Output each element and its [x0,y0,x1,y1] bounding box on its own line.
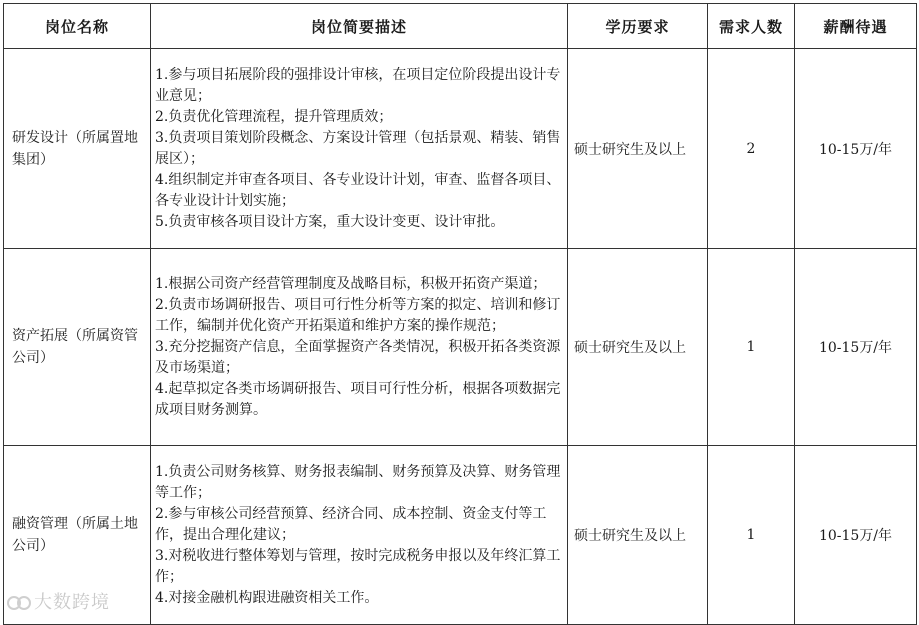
header-count: 需求人数 [708,4,795,49]
table-header-row [4,4,917,49]
headcount: 1 [708,446,795,625]
description-line: 5.负责审核各项目设计方案，重大设计变更、设计审批。 [155,213,505,230]
position-description [151,446,568,625]
headcount: 2 [708,49,795,249]
headcount: 1 [708,249,795,446]
description-line: 1.参与项目拓展阶段的强排设计审核，在项目定位阶段提出设计专业意见； [155,66,561,104]
education-requirement: 硕士研究生及以上 [568,446,708,625]
description-line: 1.负责公司财务核算、财务报表编制、财务预算及决算、财务管理等工作； [155,463,561,501]
salary: 10-15万/年 [795,249,917,446]
description-line: 3.负责项目策划阶段概念、方案设计管理（包括景观、精装、销售展区）； [155,129,561,167]
header-salary: 薪酬待遇 [795,4,917,49]
watermark [6,588,110,614]
description-line: 3.对税收进行整体筹划与管理，按时完成税务申报以及年终汇算工作； [155,547,561,585]
education-requirement: 硕士研究生及以上 [568,49,708,249]
education-requirement: 硕士研究生及以上 [568,249,708,446]
position-description [151,49,568,249]
position-name: 研发设计（所属置地集团） [4,49,151,249]
salary: 10-15万/年 [795,49,917,249]
watermark-text: 大数跨境 [34,592,110,613]
table-row [4,49,917,249]
position-description [151,249,568,446]
description-line: 4.对接金融机构跟进融资相关工作。 [155,589,379,606]
description-line: 2.负责优化管理流程，提升管理质效； [155,108,393,125]
description-line: 1.根据公司资产经营管理制度及战略目标，积极开拓资产渠道； [155,275,547,292]
watermark-logo-icon [6,593,32,613]
description-line: 2.负责市场调研报告、项目可行性分析等方案的拟定、培训和修订工作，编制并优化资产开拓渠道和维护方案的操作规范； [155,296,561,334]
header-position-name: 岗位名称 [4,4,151,49]
header-education: 学历要求 [568,4,708,49]
job-table [3,3,917,625]
salary: 10-15万/年 [795,446,917,625]
description-line: 4.组织制定并审查各项目、各专业设计计划，审查、监督各项目、各专业设计计划实施； [155,171,561,209]
position-name: 融资管理（所属土地公司） [4,446,151,625]
table-row [4,249,917,446]
table-row [4,446,917,625]
header-description: 岗位简要描述 [151,4,568,49]
position-name: 资产拓展（所属资管公司） [4,249,151,446]
description-line: 2.参与审核公司经营预算、经济合同、成本控制、资金支付等工作，提出合理化建议； [155,505,547,543]
description-line: 4.起草拟定各类市场调研报告、项目可行性分析，根据各项数据完成项目财务测算。 [155,380,561,418]
description-line: 3.充分挖掘资产信息，全面掌握资产各类情况，积极开拓各类资源及市场渠道； [155,338,561,376]
